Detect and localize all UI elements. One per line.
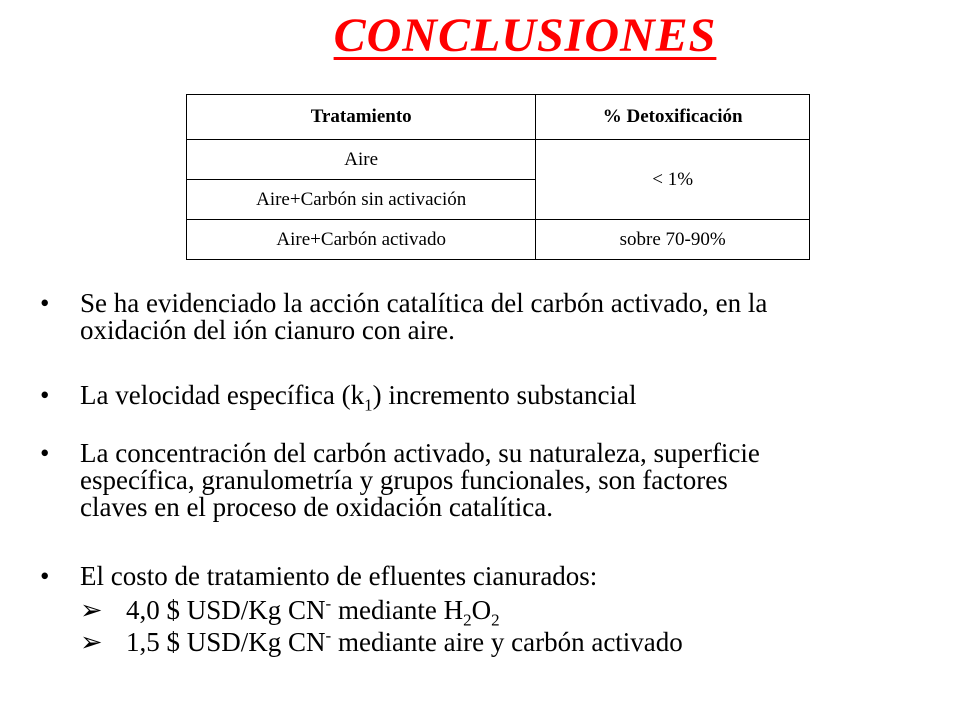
treatment-cell: Aire	[187, 140, 536, 180]
bullet-text-line: oxidación del ión cianuro con aire.	[80, 315, 455, 345]
column-header-detoxification: % Detoxificación	[536, 95, 810, 140]
sub-list-item: ➢ 4,0 $ USD/Kg CN- mediante $H_2O_2$	[80, 594, 500, 630]
arrow-bullet-icon: ➢	[80, 627, 103, 657]
bullet-marker: •	[40, 561, 50, 591]
column-header-treatment: Tratamiento	[187, 95, 536, 140]
table-row	[187, 220, 810, 260]
detoxification-table	[186, 94, 810, 260]
treatment-cell: Aire+Carbón activado	[187, 220, 536, 260]
bullet-marker: •	[40, 380, 50, 410]
bullet-text-line: claves en el proceso de oxidación catalítica.	[80, 492, 554, 522]
arrow-bullet-icon: ➢	[80, 595, 103, 625]
bullet-text-line: La velocidad específica $(k_1)$ incremento substancial	[80, 380, 637, 415]
bullet-text-line: El costo de tratamiento de efluentes cianurados:	[80, 561, 598, 591]
bullet-marker: •	[40, 288, 50, 318]
detoxification-cell: < 1%	[536, 140, 810, 220]
table-row	[187, 140, 810, 180]
slide-title: CONCLUSIONES	[333, 9, 717, 62]
sub-list-item: ➢ 1,5 $ USD/Kg CN- mediante aire y carbón activado	[80, 626, 683, 657]
bullet-text-line: Se ha evidenciado la acción catalítica del carbón activado, en la	[80, 288, 768, 318]
bullet-text-line: específica, granulometría y grupos funcionales, son factores	[80, 465, 728, 495]
bullet-marker: •	[40, 438, 50, 468]
bullet-text-line: La concentración del carbón activado, su naturaleza, superficie	[80, 438, 760, 468]
table-header-row	[187, 95, 810, 140]
detoxification-cell: sobre 70-90%	[536, 220, 810, 260]
treatment-cell: Aire+Carbón sin activación	[187, 180, 536, 220]
